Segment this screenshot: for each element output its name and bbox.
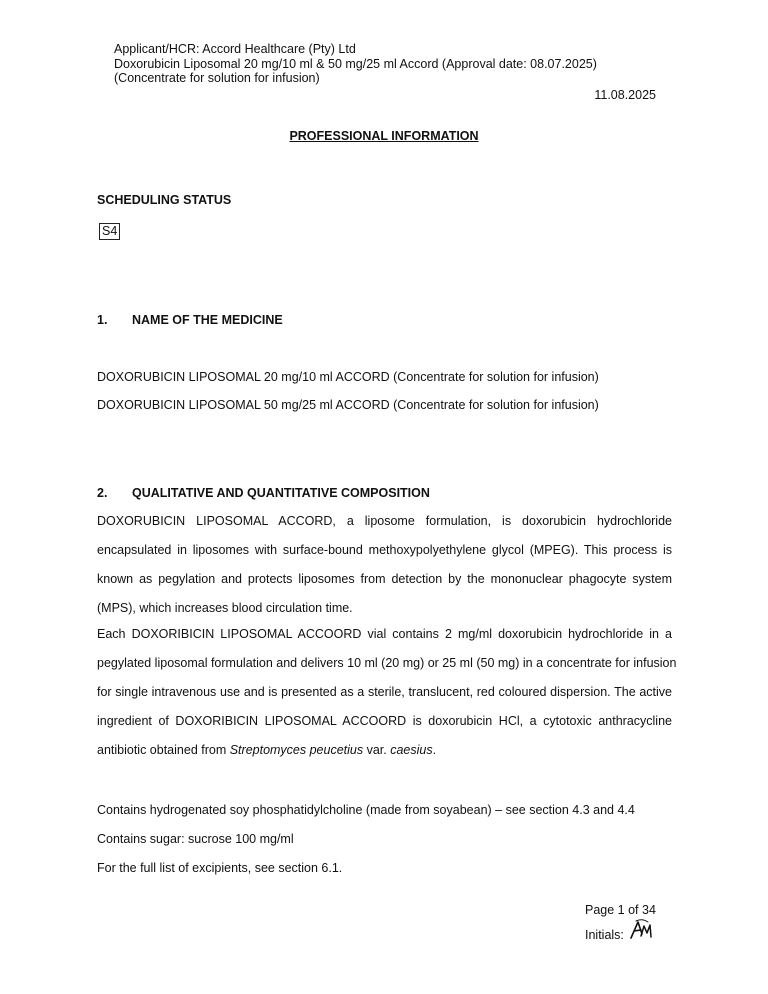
paragraph-line: encapsulated in liposomes with surface-bound methoxypolyethylene glycol (MPEG). This process is <box>97 543 672 557</box>
paragraph-line <box>97 736 672 765</box>
text-fragment: antibiotic obtained from <box>97 743 230 757</box>
paragraph-line: (MPS), which increases blood circulation time. <box>97 601 353 615</box>
section-2-title: QUALITATIVE AND QUANTITATIVE COMPOSITION <box>132 486 430 500</box>
section-1-number: 1. <box>97 313 108 327</box>
text-fragment: var. <box>363 743 391 757</box>
page-number: Page 1 of 34 <box>585 903 656 917</box>
paragraph-line: ingredient of DOXORIBICIN LIPOSOMAL ACCOORD is doxorubicin HCl, a cytotoxic anthracycline <box>97 714 672 728</box>
applicant-line: Applicant/HCR: Accord Healthcare (Pty) Ltd <box>114 42 356 56</box>
initials-label: Initials: <box>585 928 624 942</box>
paragraph-line: Each DOXORIBICIN LIPOSOMAL ACCOORD vial contains 2 mg/ml doxorubicin hydrochloride in a <box>97 627 672 641</box>
paragraph-line: DOXORUBICIN LIPOSOMAL ACCORD, a liposome formulation, is doxorubicin hydrochloride <box>97 514 672 528</box>
initials-signature-icon <box>628 918 654 942</box>
composition-paragraph-1 <box>97 507 672 623</box>
medicine-name-20mg: DOXORUBICIN LIPOSOMAL 20 mg/10 ml ACCORD (Concentrate for solution for infusion) <box>97 370 599 384</box>
composition-paragraph-2 <box>97 620 677 765</box>
section-1-title: NAME OF THE MEDICINE <box>132 313 283 327</box>
document-title: PROFESSIONAL INFORMATION <box>289 129 479 143</box>
variety-name: caesius <box>390 743 433 757</box>
medicine-name-50mg: DOXORUBICIN LIPOSOMAL 50 mg/25 ml ACCORD (Concentrate for solution for infusion) <box>97 398 599 412</box>
excipients-reference: For the full list of excipients, see section 6.1. <box>97 861 343 875</box>
product-line: Doxorubicin Liposomal 20 mg/10 ml & 50 mg/25 ml Accord (Approval date: 08.07.2025) <box>114 57 597 71</box>
species-name: Streptomyces peucetius <box>229 743 364 757</box>
soy-warning: Contains hydrogenated soy phosphatidylcholine (made from soyabean) – see section 4.3 and 4.4 <box>97 803 635 817</box>
paragraph-line: known as pegylation and protects liposomes from detection by the mononuclear phagocyte system <box>97 572 672 586</box>
sugar-warning: Contains sugar: sucrose 100 mg/ml <box>97 832 294 846</box>
paragraph-line: pegylated liposomal formulation and delivers 10 ml (20 mg) or 25 ml (50 mg) in a concentrate for infusion <box>97 656 677 670</box>
text-fragment: . <box>432 743 437 757</box>
scheduling-status-badge: S4 <box>99 223 120 240</box>
paragraph-line: for single intravenous use and is presented as a sterile, translucent, red coloured dispersion. The active <box>97 685 672 699</box>
document-date: 11.08.2025 <box>594 88 656 102</box>
section-2-number: 2. <box>97 486 108 500</box>
scheduling-status-heading: SCHEDULING STATUS <box>97 193 232 207</box>
form-line: (Concentrate for solution for infusion) <box>114 71 320 85</box>
